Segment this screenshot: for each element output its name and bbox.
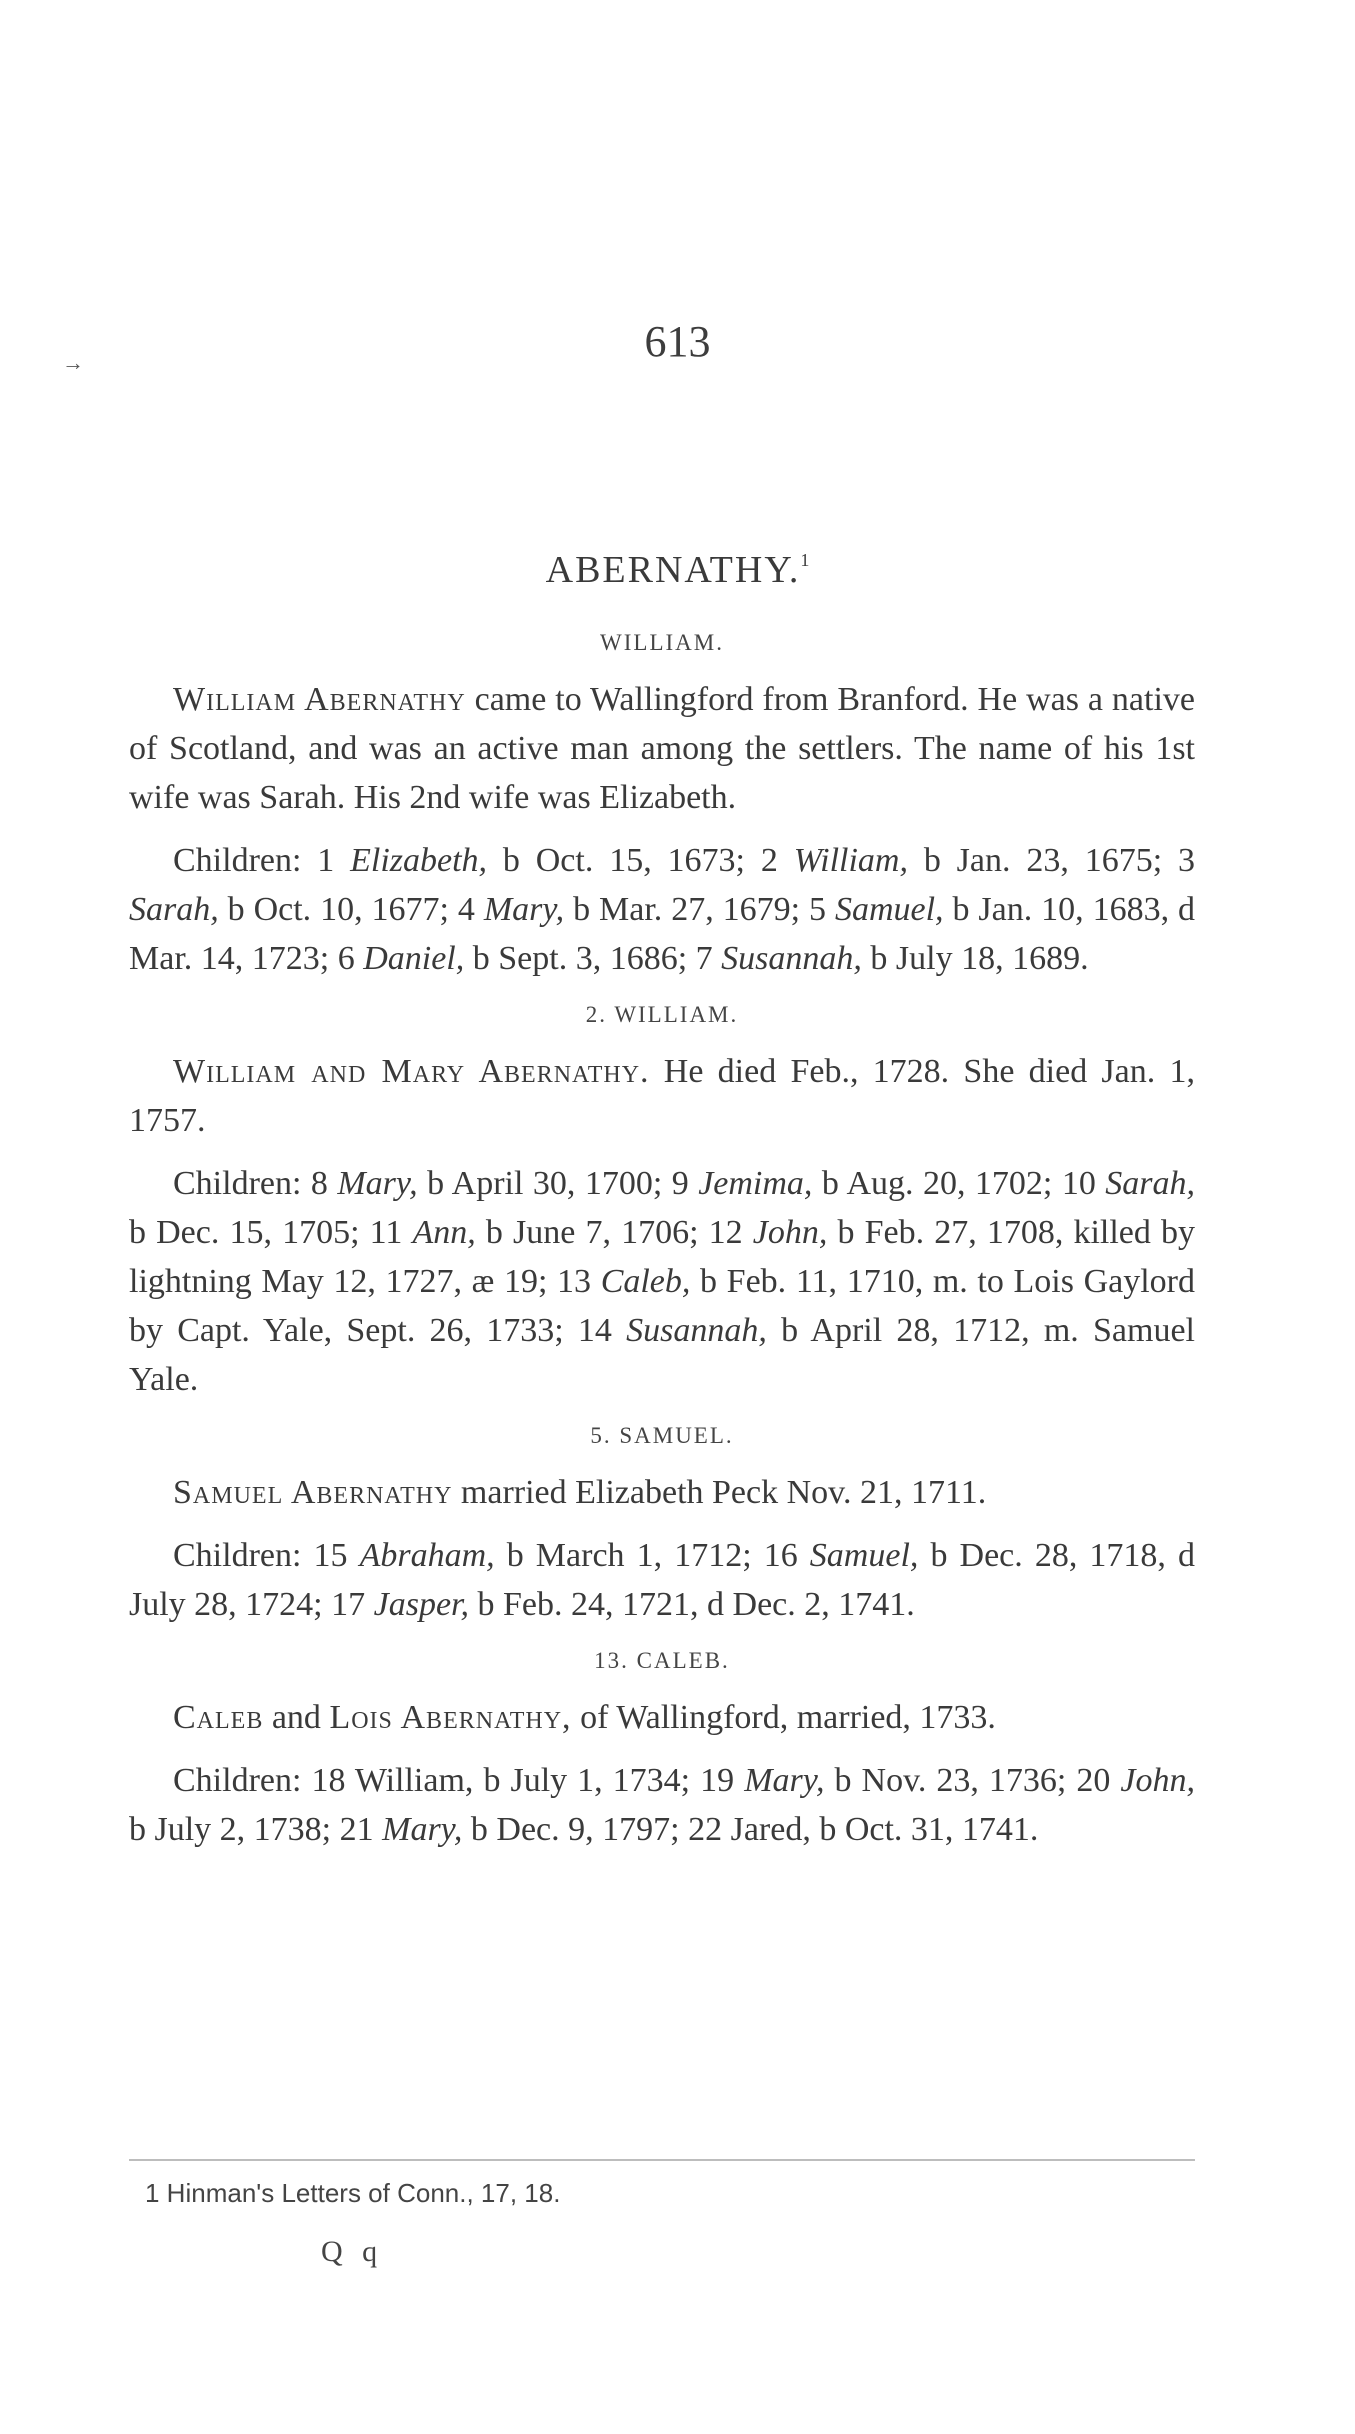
child-name: Mary, (483, 891, 565, 928)
paragraph-text: b July 18, 1689. (861, 940, 1089, 977)
paragraph-text: b Feb. 24, 1721, d Dec. 2, 1741. (469, 1586, 915, 1623)
lead-names: Samuel Abernathy (173, 1474, 453, 1511)
paragraph-text: b June 7, 1706; 12 (475, 1214, 753, 1251)
paragraph-text: b Mar. 27, 1679; 5 (564, 891, 835, 928)
paragraph (129, 1159, 1195, 1404)
child-name: Abraham, (359, 1537, 495, 1574)
footnote-divider (129, 2159, 1195, 2161)
child-name: Mary, (337, 1165, 418, 1202)
child-name: John, (752, 1214, 828, 1251)
lead-conjunction: and (263, 1699, 330, 1736)
child-name: Mary, (744, 1762, 825, 1799)
paragraph (129, 1468, 1195, 1517)
paragraph (129, 1693, 1195, 1742)
child-name: Jasper, (373, 1586, 470, 1623)
child-name: Samuel, (834, 891, 944, 928)
child-name: Samuel, (809, 1537, 919, 1574)
section-heading: 2. WILLIAM. (585, 1002, 739, 1027)
paragraph-text: b Dec. 28, 1718, d July 28, 1724; 17 (129, 1537, 1195, 1623)
lead-names: Lois Abernathy, (329, 1699, 572, 1736)
paragraph-text: b Oct. 15, 1673; 2 (487, 842, 794, 879)
child-name: Daniel, (363, 940, 465, 977)
paragraph-text: b Dec. 15, 1705; 11 (129, 1214, 413, 1251)
section-heading: 5. SAMUEL. (590, 1423, 734, 1448)
child-name: John, (1120, 1762, 1195, 1799)
paragraph-text: b Jan. 10, 1683, d Mar. 14, 1723; 6 (129, 891, 1195, 977)
child-name: Sarah, (129, 891, 219, 928)
paragraph-text: b April 28, 1712, m. Samuel Yale. (129, 1312, 1195, 1398)
paragraph-text: married Elizabeth Peck Nov. 21, 1711. (452, 1474, 987, 1511)
main-content (129, 625, 1195, 1868)
paragraph-text: b Jan. 23, 1675; 3 (907, 842, 1195, 879)
page-number: 613 (644, 317, 711, 366)
paragraph (129, 836, 1195, 983)
paragraph-text: b Sept. 3, 1686; 7 (464, 940, 722, 977)
child-name: William, (793, 842, 908, 879)
child-name: Susannah, (721, 940, 862, 977)
paragraph-text: b Aug. 20, 1702; 10 (812, 1165, 1106, 1202)
child-name: Caleb, (600, 1263, 691, 1300)
section-heading: 13. CALEB. (594, 1648, 730, 1673)
paragraph (129, 1531, 1195, 1629)
paragraph-text: b Feb. 11, 1710, m. to Lois Gaylord by Capt. Yale, Sept. 26, 1733; 14 (129, 1263, 1195, 1349)
lead-names: William Abernathy (173, 681, 466, 718)
margin-arrow-mark: → (62, 350, 84, 375)
paragraph (129, 1756, 1195, 1854)
paragraph (129, 1047, 1195, 1145)
paragraph-text: Children: 18 William, b July 1, 1734; 19 (173, 1762, 745, 1799)
paragraph-text: b Dec. 9, 1797; 22 Jared, b Oct. 31, 1741. (462, 1811, 1039, 1848)
paragraph-text: b Oct. 10, 1677; 4 (218, 891, 484, 928)
child-name: Mary, (382, 1811, 463, 1848)
section-heading: WILLIAM. (600, 630, 724, 655)
paragraph-text: of Wallingford, married, 1733. (571, 1699, 996, 1736)
child-name: Ann, (412, 1214, 476, 1251)
paragraph-text: b April 30, 1700; 9 (417, 1165, 699, 1202)
paragraph-text: b Feb. 27, 1708, killed by lightning May 12, 1727, æ 19; 13 (129, 1214, 1196, 1300)
paragraph-text: b Nov. 23, 1736; 20 (824, 1762, 1121, 1799)
child-name: Susannah, (626, 1312, 767, 1349)
paragraph-text: Children: 15 (173, 1537, 360, 1574)
paragraph-text: came to Wallingford from Branford. He was a native of Scotland, and was an active man among the settlers. The name of his 1st wife was Sarah. His 2nd wife was Elizabeth. (129, 681, 1196, 816)
signature-mark: Q q (321, 2235, 384, 2268)
paragraph-text: Children: 1 (173, 842, 351, 879)
paragraph-text: He died Feb., 1728. She died Jan. 1, 1757. (129, 1053, 1195, 1139)
child-name: Elizabeth, (350, 842, 488, 879)
title-text: ABERNATHY. (545, 549, 801, 591)
lead-names: William and Mary Abernathy. (173, 1053, 650, 1090)
child-name: Jemima, (698, 1165, 813, 1202)
footnote: 1 Hinman's Letters of Conn., 17, 18. (145, 2178, 561, 2208)
paragraph-text: b July 2, 1738; 21 (129, 1811, 383, 1848)
page-title (0, 548, 1355, 592)
paragraph (129, 675, 1195, 822)
title-footnote-ref: 1 (800, 550, 810, 570)
lead-names: Caleb (173, 1699, 264, 1736)
child-name: Sarah, (1105, 1165, 1196, 1202)
paragraph-text: b March 1, 1712; 16 (494, 1537, 810, 1574)
paragraph-text: Children: 8 (173, 1165, 338, 1202)
